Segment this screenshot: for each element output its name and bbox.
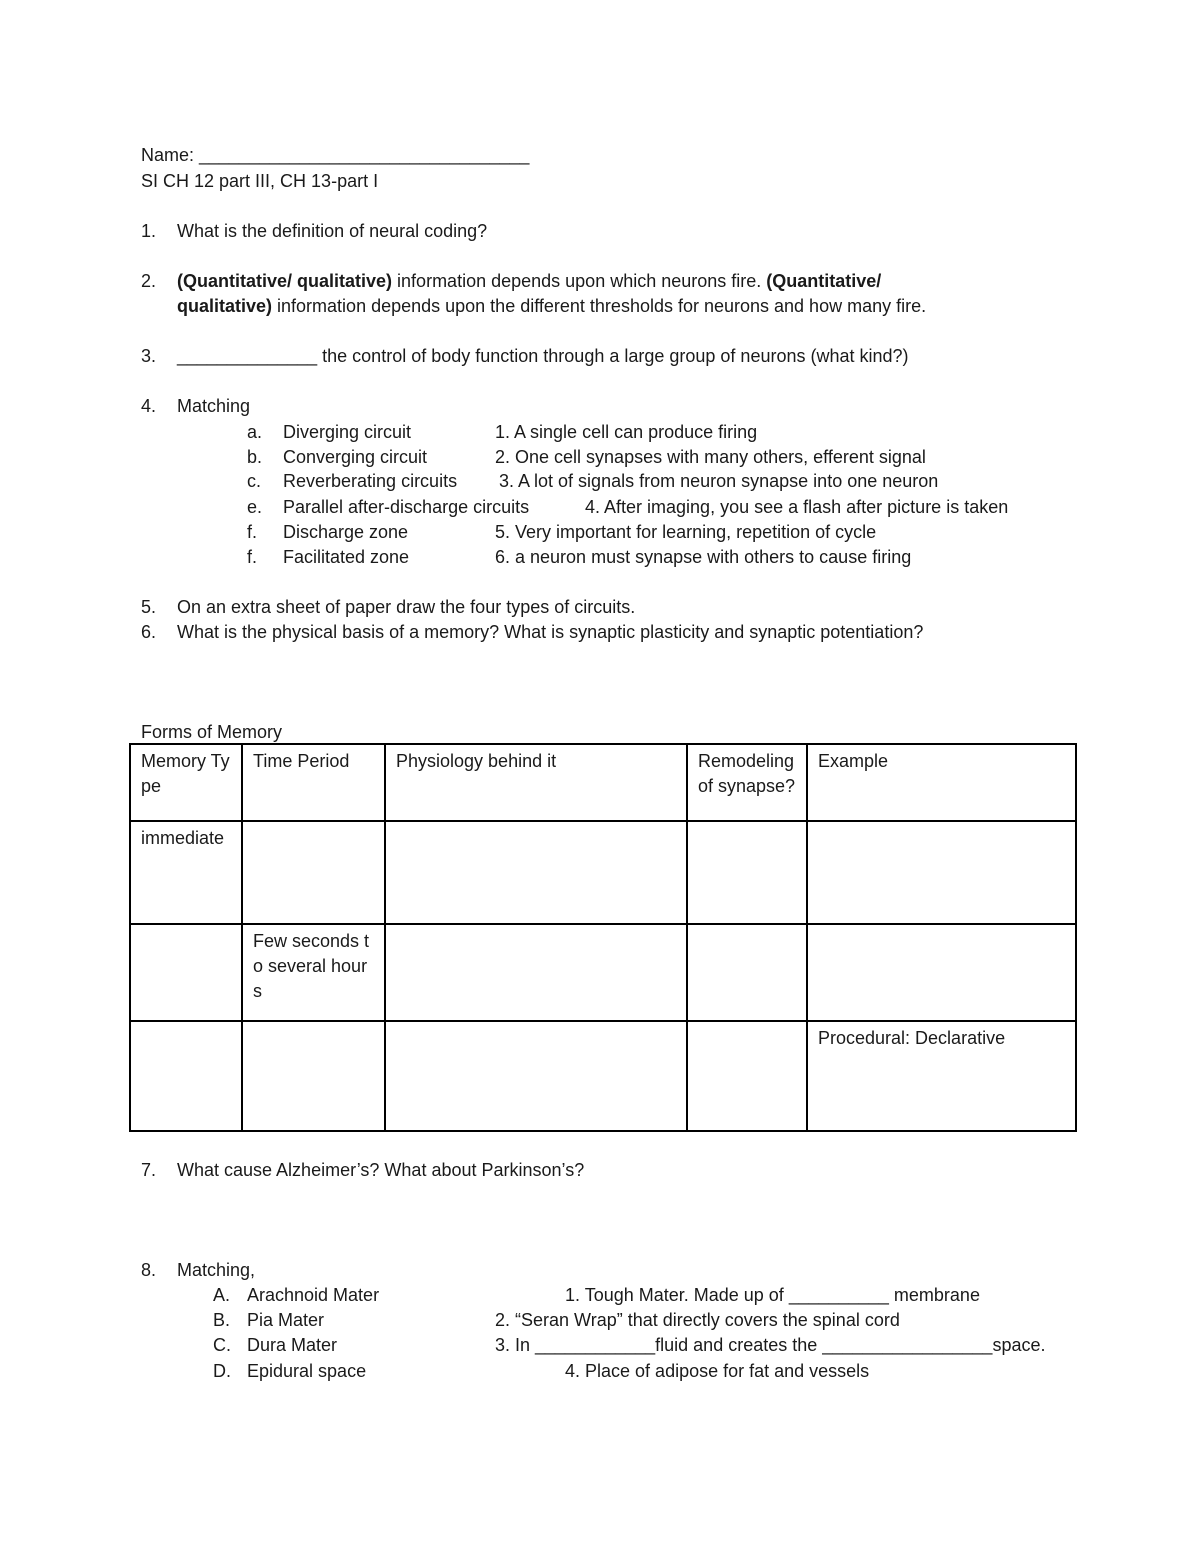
q8-left-item: Pia Mater (247, 1310, 325, 1330)
table-cell[interactable] (687, 924, 807, 1021)
table-cell[interactable] (242, 821, 385, 924)
table-header-cell: Physiology behind it (385, 744, 687, 821)
worksheet-subtitle: SI CH 12 part III, CH 13-part I (141, 171, 379, 191)
q8-left-item: Epidural space (247, 1361, 367, 1381)
q8-left-item: Arachnoid Mater (247, 1285, 380, 1305)
question-3-text: ______________ the control of body function through a large group of neurons (what kind?) (177, 346, 909, 366)
q4-right-item: 5. Very important for learning, repetition of cycle (495, 522, 877, 542)
q8-left-letter: D. (213, 1361, 231, 1381)
table-header-cell: Remodeling of synapse? (687, 744, 807, 821)
question-2-text-1: information depends upon which neurons fire. (392, 271, 767, 291)
question-7-text: What cause Alzheimer’s? What about Parkinson’s? (177, 1160, 585, 1180)
table-cell[interactable] (807, 924, 1076, 1021)
table-header-row (130, 744, 1076, 821)
table-row (130, 821, 1076, 924)
q4-right-item: 6. a neuron must synapse with others to cause firing (495, 547, 912, 567)
question-2-line-1 (177, 270, 881, 292)
q8-right-item: 1. Tough Mater. Made up of __________ membrane (565, 1285, 980, 1305)
q4-left-letter: a. (247, 422, 263, 442)
question-2-text-2: information depends upon the different thresholds for neurons and how many fire. (272, 296, 927, 316)
table-cell[interactable] (385, 924, 687, 1021)
question-5-number: 5. (141, 597, 157, 617)
table-cell[interactable]: Few seconds to several hours (242, 924, 385, 1021)
question-4-number: 4. (141, 396, 157, 416)
table-header-cell: Memory Type (130, 744, 242, 821)
q8-left-letter: C. (213, 1335, 231, 1355)
q4-right-item: 3. A lot of signals from neuron synapse into one neuron (499, 471, 939, 491)
q4-left-letter: c. (247, 471, 262, 491)
q4-left-item: Reverberating circuits (283, 471, 458, 491)
question-7-number: 7. (141, 1160, 157, 1180)
q4-right-item: 2. One cell synapses with many others, efferent signal (495, 447, 926, 467)
question-6-number: 6. (141, 622, 157, 642)
q4-left-letter: f. (247, 522, 258, 542)
table-cell[interactable]: Procedural: Declarative (807, 1021, 1076, 1131)
q4-left-letter: f. (247, 547, 258, 567)
question-1-number: 1. (141, 221, 157, 241)
table-cell[interactable] (687, 821, 807, 924)
table-header-cell: Example (807, 744, 1076, 821)
table-cell[interactable] (687, 1021, 807, 1131)
q8-right-item: 2. “Seran Wrap” that directly covers the spinal cord (495, 1310, 900, 1330)
question-2-bold-2: (Quantitative/ (766, 271, 882, 291)
q4-right-item: 4. After imaging, you see a flash after picture is taken (585, 497, 1009, 517)
table-cell[interactable] (130, 924, 242, 1021)
table-row (130, 924, 1076, 1021)
q4-left-letter: b. (247, 447, 263, 467)
question-2-number: 2. (141, 271, 157, 291)
q4-left-item: Converging circuit (283, 447, 428, 467)
question-8-number: 8. (141, 1260, 157, 1280)
table-cell[interactable] (807, 821, 1076, 924)
q8-left-item: Dura Mater (247, 1335, 338, 1355)
table-cell[interactable]: immediate (130, 821, 242, 924)
memory-table (129, 743, 1077, 1132)
q4-right-item: 1. A single cell can produce firing (495, 422, 758, 442)
q4-left-item: Diverging circuit (283, 422, 412, 442)
question-6-text: What is the physical basis of a memory? What is synaptic plasticity and synaptic potentiation? (177, 622, 924, 642)
name-field-label: Name: _________________________________ (141, 145, 530, 165)
q4-left-item: Parallel after-discharge circuits (283, 497, 530, 517)
q8-right-item: 3. In ____________fluid and creates the _________________space. (495, 1335, 1046, 1355)
table-header-cell: Time Period (242, 744, 385, 821)
table-row (130, 1021, 1076, 1131)
q4-left-item: Discharge zone (283, 522, 409, 542)
q8-left-letter: A. (213, 1285, 231, 1305)
question-1-text: What is the definition of neural coding? (177, 221, 488, 241)
question-3-number: 3. (141, 346, 157, 366)
question-8-title: Matching, (177, 1260, 256, 1280)
table-cell[interactable] (385, 1021, 687, 1131)
question-5-text: On an extra sheet of paper draw the four types of circuits. (177, 597, 636, 617)
memory-table-caption: Forms of Memory (141, 722, 283, 742)
table-cell[interactable] (130, 1021, 242, 1131)
q8-left-letter: B. (213, 1310, 231, 1330)
question-2-bold-1: (Quantitative/ qualitative) (177, 271, 393, 291)
table-cell[interactable] (242, 1021, 385, 1131)
q4-left-item: Facilitated zone (283, 547, 410, 567)
q4-left-letter: e. (247, 497, 263, 517)
question-4-title: Matching (177, 396, 251, 416)
question-2-bold-3: qualitative) (177, 296, 273, 316)
q8-right-item: 4. Place of adipose for fat and vessels (565, 1361, 870, 1381)
table-cell[interactable] (385, 821, 687, 924)
question-2-line-2 (177, 295, 926, 317)
